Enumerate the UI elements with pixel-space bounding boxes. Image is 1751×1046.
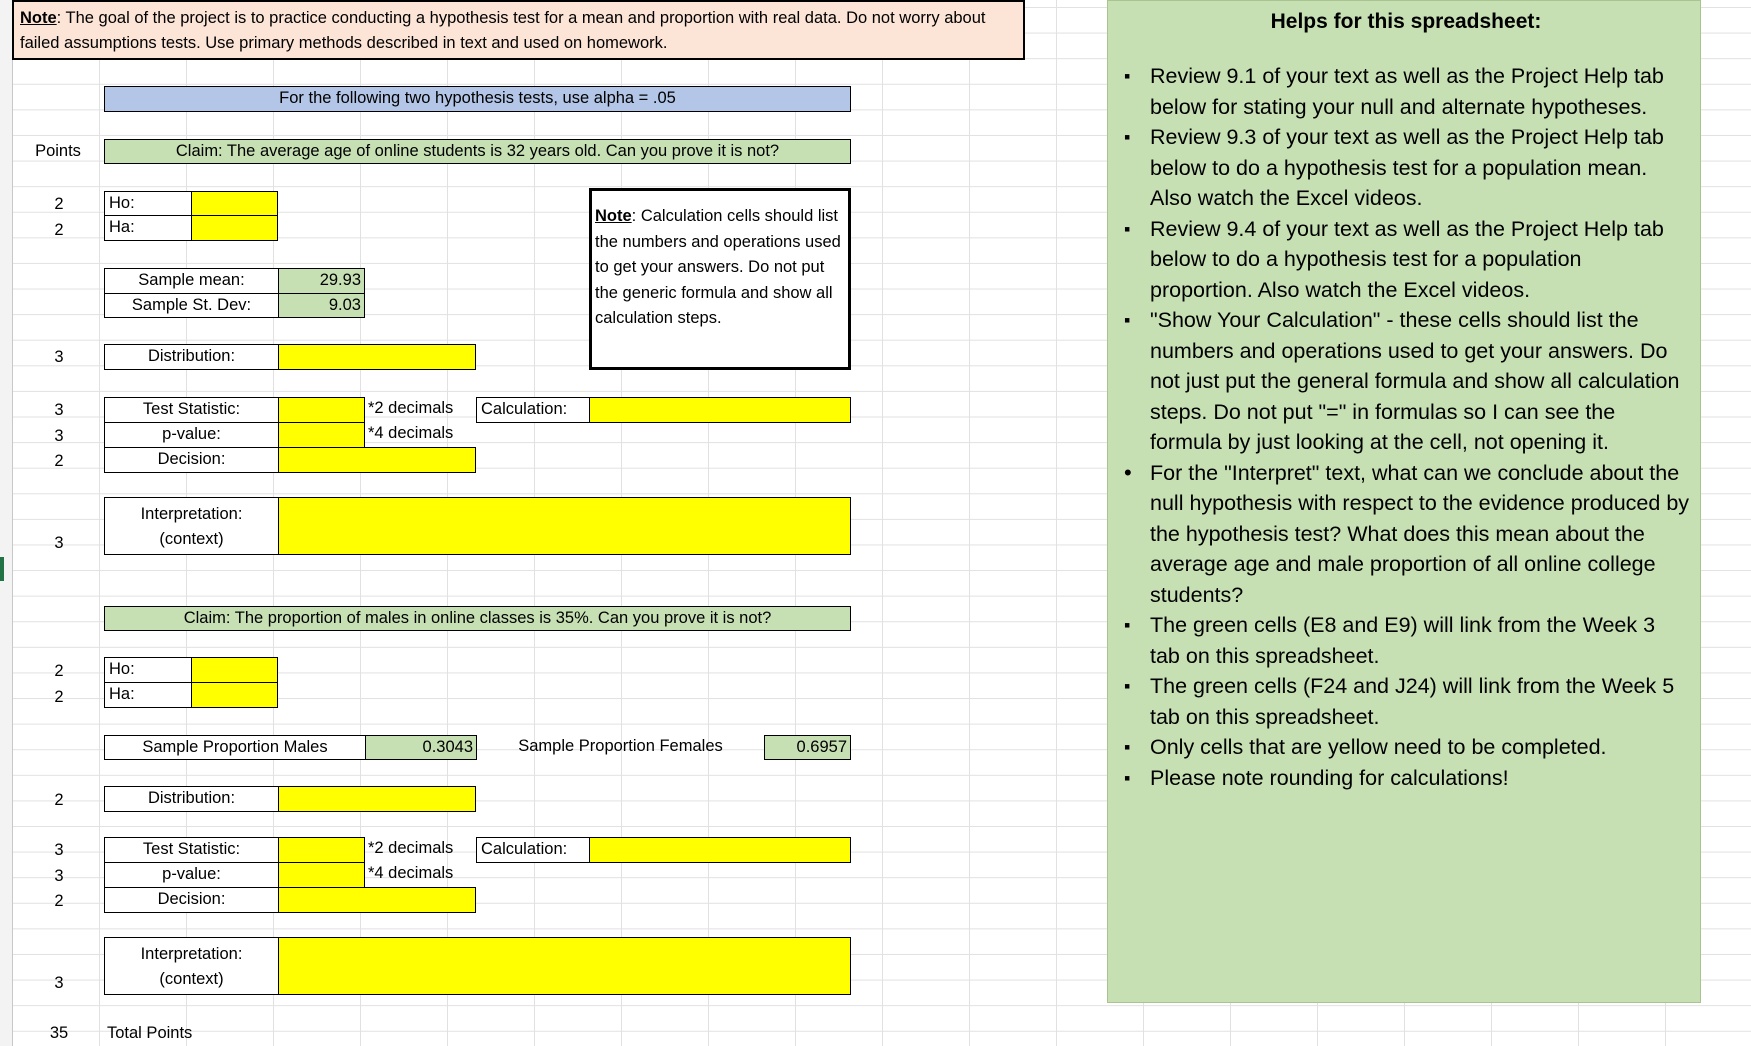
helps-list — [1122, 61, 1690, 793]
project-note-label: Note — [20, 9, 57, 27]
total-points-label[interactable]: Total Points — [107, 1024, 193, 1042]
help-item-9: ▪ Please note rounding for calculations! — [1150, 763, 1690, 794]
calc-label-1[interactable]: Calculation: — [476, 397, 590, 423]
prop-females-value[interactable]: 0.6957 — [764, 735, 851, 760]
prop-females-label[interactable]: Sample Proportion Females — [518, 737, 723, 755]
interpretation-label-1[interactable] — [104, 497, 279, 555]
claim-2[interactable]: Claim: The proportion of males in online classes is 35%. Can you prove it is not? — [104, 606, 851, 631]
calc-label-2[interactable]: Calculation: — [476, 837, 590, 863]
calculation-note-label: Note — [595, 207, 632, 225]
sample-mean-label[interactable]: Sample mean: — [104, 268, 279, 294]
points-interpretation-1[interactable]: 3 — [54, 534, 64, 552]
prop-males-value[interactable]: 0.3043 — [365, 735, 477, 760]
points-ho-2[interactable]: 2 — [54, 662, 64, 680]
points-distribution-1[interactable]: 3 — [54, 348, 64, 366]
help-item-5: • For the "Interpret" text, what can we conclude about the null hypothesis with respect to the evidence produced by the hypothesis test? What does this mean about the average age and male proportion of all online college students? — [1150, 458, 1690, 611]
ho-input-2[interactable] — [191, 657, 278, 683]
test-stat-note-2[interactable]: *2 decimals — [368, 839, 454, 857]
row-header-strip — [0, 0, 13, 1046]
distribution-label-2[interactable]: Distribution: — [104, 786, 279, 812]
help-item-6: ▪ The green cells (E8 and E9) will link from the Week 3 tab on this spreadsheet. — [1150, 610, 1690, 671]
interpretation-label-1-line2: (context) — [159, 530, 224, 548]
distribution-label-1[interactable]: Distribution: — [104, 344, 279, 370]
distribution-input-1[interactable] — [278, 344, 476, 370]
points-header[interactable]: Points — [35, 142, 81, 160]
test-stat-input-1[interactable] — [278, 397, 365, 423]
pvalue-input-2[interactable] — [278, 862, 365, 888]
pvalue-label-1[interactable]: p-value: — [104, 422, 279, 448]
decision-label-1[interactable]: Decision: — [104, 447, 279, 473]
ha-input-1[interactable] — [191, 215, 278, 241]
points-pvalue-2[interactable]: 3 — [54, 867, 64, 885]
ho-label-2[interactable]: Ho: — [104, 657, 192, 683]
decision-label-2[interactable]: Decision: — [104, 887, 279, 913]
calculation-note[interactable] — [589, 188, 851, 370]
prop-males-label[interactable]: Sample Proportion Males — [104, 735, 366, 760]
help-item-7: ▪ The green cells (F24 and J24) will link from the Week 5 tab on this spreadsheet. — [1150, 671, 1690, 732]
points-test-stat-2[interactable]: 3 — [54, 841, 64, 859]
help-item-1: ▪ Review 9.1 of your text as well as the Project Help tab below for stating your null and alternate hypotheses. — [1150, 61, 1690, 122]
helps-panel[interactable] — [1107, 0, 1701, 1003]
help-item-2: ▪ Review 9.3 of your text as well as the Project Help tab below to do a hypothesis test for a population mean. Also watch the Excel videos. — [1150, 122, 1690, 214]
calc-input-1[interactable] — [589, 397, 851, 423]
total-points-value[interactable]: 35 — [49, 1024, 69, 1042]
sample-mean-value[interactable]: 29.93 — [278, 268, 365, 294]
ha-label-2[interactable]: Ha: — [104, 682, 192, 708]
ho-label-1[interactable]: Ho: — [104, 191, 192, 216]
points-ha-1[interactable]: 2 — [54, 221, 64, 239]
ho-input-1[interactable] — [191, 191, 278, 216]
claim-1[interactable]: Claim: The average age of online students is 32 years old. Can you prove it is not? — [104, 139, 851, 164]
test-stat-input-2[interactable] — [278, 837, 365, 863]
decision-input-1[interactable] — [278, 447, 476, 473]
points-ha-2[interactable]: 2 — [54, 688, 64, 706]
pvalue-label-2[interactable]: p-value: — [104, 862, 279, 888]
points-pvalue-1[interactable]: 3 — [54, 427, 64, 445]
project-note[interactable] — [12, 0, 1025, 60]
ha-label-1[interactable]: Ha: — [104, 215, 192, 241]
interpretation-input-2[interactable] — [278, 937, 851, 995]
points-test-stat-1[interactable]: 3 — [54, 401, 64, 419]
distribution-input-2[interactable] — [278, 786, 476, 812]
interpretation-label-2[interactable] — [104, 937, 279, 995]
test-stat-label-2[interactable]: Test Statistic: — [104, 837, 279, 863]
alpha-banner[interactable]: For the following two hypothesis tests, use alpha = .05 — [104, 86, 851, 112]
test-stat-note-1[interactable]: *2 decimals — [368, 399, 454, 417]
selected-row-marker — [0, 557, 4, 581]
calc-input-2[interactable] — [589, 837, 851, 863]
pvalue-input-1[interactable] — [278, 422, 365, 448]
sample-sd-label[interactable]: Sample St. Dev: — [104, 293, 279, 318]
sample-sd-value[interactable]: 9.03 — [278, 293, 365, 318]
points-decision-1[interactable]: 2 — [54, 452, 64, 470]
calculation-note-text: : Calculation cells should list the numbers and operations used to get your answers. Do not put the generic formula and show all calculation steps. — [595, 207, 841, 328]
project-note-text: : The goal of the project is to practice conducting a hypothesis test for a mean and proportion with real data. Do not worry about failed assumptions tests. Use primary methods described in text and used on homework. — [20, 9, 986, 52]
pvalue-note-1[interactable]: *4 decimals — [368, 424, 454, 442]
helps-title: Helps for this spreadsheet: — [1270, 10, 1542, 33]
interpretation-label-2-line1: Interpretation: — [140, 945, 243, 963]
interpretation-label-1-line1: Interpretation: — [140, 505, 243, 523]
points-ho-1[interactable]: 2 — [54, 195, 64, 213]
points-decision-2[interactable]: 2 — [54, 892, 64, 910]
points-distribution-2[interactable]: 2 — [54, 791, 64, 809]
help-item-4: ▪ "Show Your Calculation" - these cells should list the numbers and operations used to get your answers. Do not just put the general formula and show all calculation steps. Do not put "=" in formulas so I can see the formula by just looking at the cell, not opening it. — [1150, 305, 1690, 458]
pvalue-note-2[interactable]: *4 decimals — [368, 864, 454, 882]
ha-input-2[interactable] — [191, 682, 278, 708]
interpretation-label-2-line2: (context) — [159, 970, 224, 988]
help-item-3: ▪ Review 9.4 of your text as well as the Project Help tab below to do a hypothesis test for a population proportion. Also watch the Excel videos. — [1150, 214, 1690, 306]
help-item-8: ▪ Only cells that are yellow need to be completed. — [1150, 732, 1690, 763]
decision-input-2[interactable] — [278, 887, 476, 913]
points-interpretation-2[interactable]: 3 — [54, 974, 64, 992]
interpretation-input-1[interactable] — [278, 497, 851, 555]
test-stat-label-1[interactable]: Test Statistic: — [104, 397, 279, 423]
